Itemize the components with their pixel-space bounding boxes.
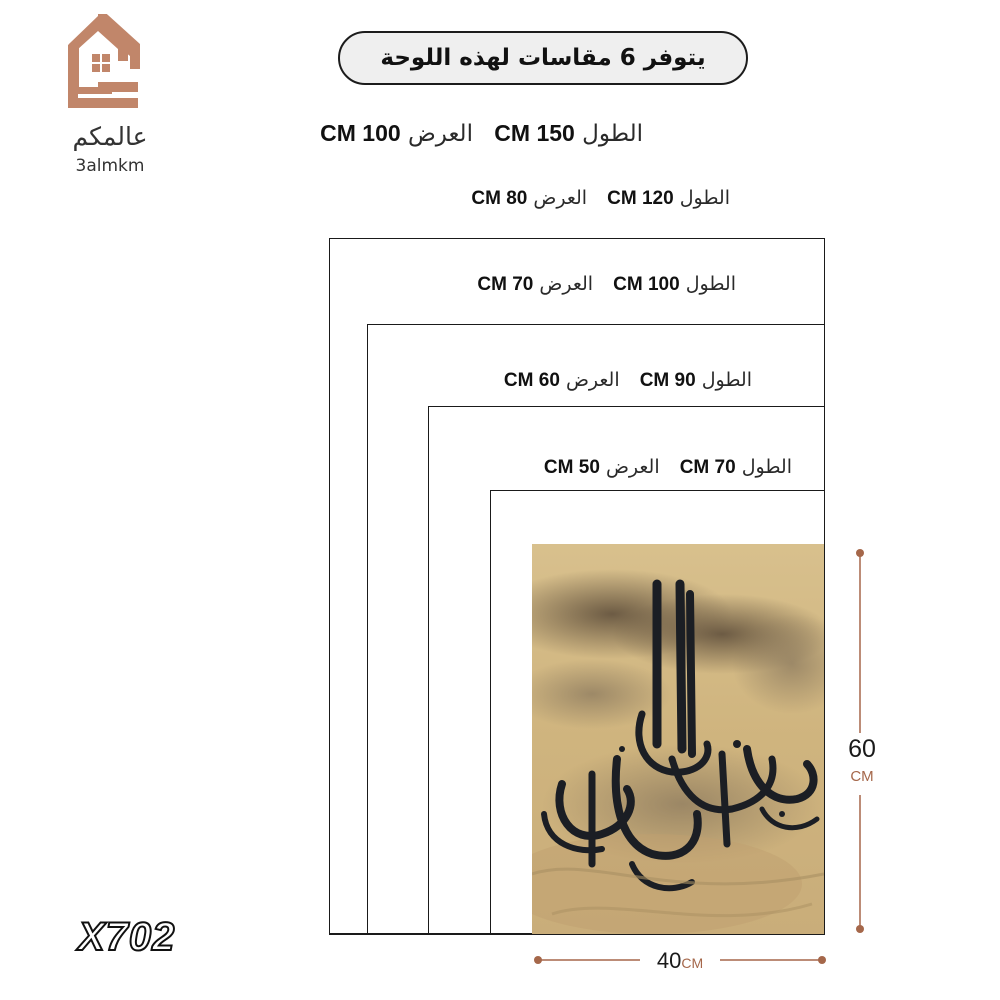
- width-label: العرض: [407, 121, 473, 147]
- brand-logo: [60, 14, 160, 174]
- size-option-70x50: [544, 456, 792, 479]
- length-value: 70 CM: [679, 457, 736, 478]
- length-label: الطول: [685, 273, 736, 295]
- width-unit: CM: [681, 955, 704, 971]
- size-option-90x60: [504, 369, 752, 392]
- size-option-150x100: [320, 120, 643, 147]
- height-unit: CM: [850, 768, 874, 785]
- sizes-available-banner: [338, 31, 748, 85]
- brand-name-latin: 3almkm: [75, 156, 145, 176]
- size-option-100x70: [477, 273, 736, 296]
- length-label: الطول: [701, 369, 752, 391]
- calligraphy-artwork: [532, 544, 824, 934]
- product-code: X702: [78, 915, 176, 959]
- height-value: 60: [848, 735, 876, 763]
- length-value: 100 CM: [613, 274, 680, 295]
- brand-name-arabic: عالمكم: [72, 122, 148, 151]
- width-value: 80 CM: [471, 188, 528, 209]
- width-value: 40: [656, 948, 682, 973]
- width-label-group: [640, 948, 720, 974]
- length-label: الطول: [679, 187, 730, 209]
- width-label: العرض: [533, 187, 588, 209]
- width-label: العرض: [565, 369, 620, 391]
- house-icon: [60, 14, 160, 114]
- length-label: الطول: [741, 456, 792, 478]
- length-value: 120 CM: [607, 188, 674, 209]
- length-value: 90 CM: [639, 370, 696, 391]
- banner-title: يتوفر 6 مقاسات لهذه اللوحة: [380, 45, 706, 71]
- calligraphy-painting-icon: [532, 544, 824, 934]
- width-label: العرض: [539, 273, 594, 295]
- width-value: 60 CM: [503, 370, 560, 391]
- width-label: العرض: [605, 456, 660, 478]
- length-label: الطول: [582, 121, 643, 147]
- size-option-120x80: [471, 187, 730, 210]
- length-value: 150 CM: [494, 120, 575, 146]
- width-value: 100 CM: [320, 120, 401, 146]
- width-value: 50 CM: [543, 457, 600, 478]
- width-value: 70 CM: [477, 274, 534, 295]
